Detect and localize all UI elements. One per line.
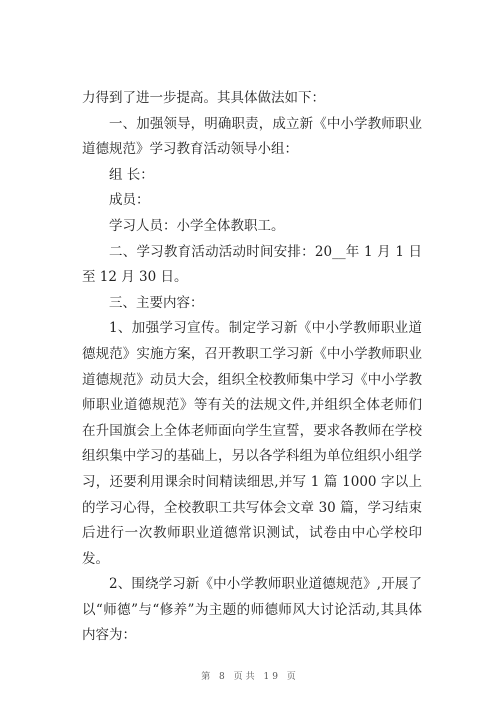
paragraph-learners: 学习人员：小学全体教职工。 bbox=[109, 217, 285, 234]
page-footer: 第 8 页共 19 页 bbox=[201, 672, 299, 682]
document-body bbox=[82, 86, 422, 649]
paragraph-section-two: 二、学习教育活动活动时间安排：20__年 1 月 1 日至 12 月 30 日。 bbox=[82, 243, 422, 286]
paragraph-members: 成员： bbox=[109, 192, 150, 209]
paragraph-item-two: 2、围绕学习新《中小学教师职业道德规范》,开展了以“师德”与“修养”为主题的师德师风大讨论活动,其具体内容为： bbox=[82, 576, 422, 644]
paragraph-intro: 力得到了进一步提高。其具体做法如下： bbox=[82, 90, 325, 106]
paragraph-item-one: 1、加强学习宣传。制定学习新《中小学教师职业道德规范》实施方案，召开教职工学习新《中小学教师职业道德规范》动员大会，组织全校教师集中学习《中小学教师职业道德规范》等有关的法规文件,并组织全体老师们在升国旗会上全体老师面向学生宣誓，要求各教师在学校组织集中学习的基础上，另以各学科组为单位组织小组学习，还要利用课余时间精读细思,并写 1 篇 1000 字以上的学习心得，全校教职工共写体会文章 30 篇，学习结束后进行一次教师职业道德常识测试，试卷由中心学校印发。 bbox=[82, 320, 422, 567]
paragraph-group-leader: 组 长： bbox=[109, 166, 154, 183]
paragraph-section-one: 一、加强领导，明确职责，成立新《中小学教师职业道德规范》学习教育活动领导小组： bbox=[82, 115, 422, 158]
paragraph-section-three: 三、主要内容： bbox=[109, 294, 204, 311]
